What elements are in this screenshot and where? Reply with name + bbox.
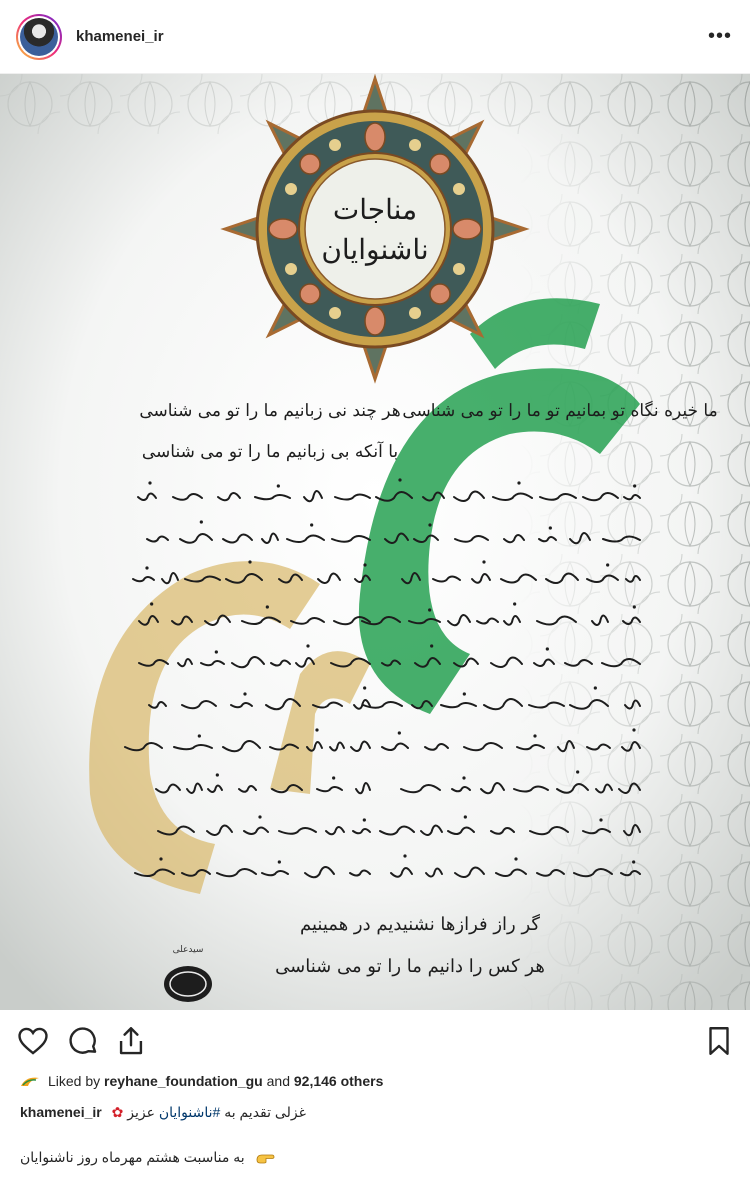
handwriting-dot	[514, 857, 517, 860]
caption-line-2-text: به مناسبت هشتم مهرماه روز ناشنوایان	[20, 1149, 245, 1165]
handwriting-dot	[428, 523, 431, 526]
handwriting-dot	[599, 818, 602, 821]
verse-1: ما خیره نگاه تو بمانیم تو ما را تو می شناسی	[402, 401, 718, 421]
closing-line-1: گر راز فرازها نشنیدیم در همینیم	[300, 914, 540, 935]
likes-middle: and	[266, 1073, 290, 1089]
handwriting-dot	[464, 815, 467, 818]
likes-count[interactable]: 92,146 others	[293, 1073, 384, 1089]
handwriting-dot	[266, 605, 269, 608]
handwriting-dot	[403, 854, 406, 857]
more-options-icon[interactable]: •••	[707, 25, 732, 47]
action-bar	[0, 1018, 750, 1066]
profile-avatar[interactable]	[16, 14, 62, 60]
handwriting-dot	[462, 776, 465, 779]
heart-icon[interactable]	[16, 1024, 50, 1058]
title-line-2: ناشنوایان	[321, 233, 429, 266]
handwriting-dot	[594, 686, 597, 689]
handwriting-dot	[258, 815, 261, 818]
poem-artwork	[0, 74, 750, 1010]
handwriting-dot	[332, 776, 335, 779]
handwriting-dot	[159, 857, 162, 860]
handwriting-dot	[632, 860, 635, 863]
handwriting-dot	[278, 860, 281, 863]
handwriting-dot	[306, 644, 309, 647]
title-line-1: مناجات	[332, 193, 418, 226]
caption-hashtag[interactable]: #ناشنوایان	[158, 1104, 221, 1120]
handwriting-dot	[606, 563, 609, 566]
comment-icon[interactable]	[66, 1024, 100, 1058]
avatar-inner	[18, 16, 60, 58]
handwriting-dot	[315, 728, 318, 731]
handwriting-dot	[363, 818, 366, 821]
caption-text-before: غزلی تقدیم به	[224, 1104, 306, 1120]
handwriting-dot	[398, 731, 401, 734]
handwriting-dot	[277, 484, 280, 487]
header-username[interactable]: khamenei_ir	[76, 28, 164, 45]
caption-username[interactable]: khamenei_ir	[20, 1104, 102, 1120]
handwriting-dot	[243, 692, 246, 695]
post-image[interactable]	[0, 74, 750, 1010]
handwriting-dot	[482, 560, 485, 563]
handwriting-dot	[517, 481, 520, 484]
handwriting-dot	[576, 770, 579, 773]
caption-text	[112, 1104, 306, 1120]
liker-avatar-icon[interactable]	[20, 1074, 40, 1088]
handwriting-dot	[463, 692, 466, 695]
bookmark-icon[interactable]	[702, 1024, 736, 1058]
handwriting-dot	[248, 560, 251, 563]
caption-text-after: عزیز	[127, 1104, 155, 1120]
likes-prefix: Liked by	[48, 1073, 101, 1089]
handwriting-dot	[549, 526, 552, 529]
handwriting-dot	[363, 686, 366, 689]
handwriting-dot	[546, 647, 549, 650]
handwriting-dot	[150, 602, 153, 605]
post-header	[0, 0, 750, 74]
avatar-image	[20, 18, 58, 56]
verse-2: هر چند نی زبانیم ما را تو می شناسی	[139, 401, 401, 421]
closing-line-2: هر کس را دانیم ما را تو می شناسی	[275, 956, 545, 977]
handwriting-dot	[632, 728, 635, 731]
handwriting-dot	[398, 478, 401, 481]
handwriting-dot	[310, 523, 313, 526]
handwriting-dot	[216, 773, 219, 776]
stamp-signature: سیدعلی	[172, 945, 204, 955]
handwriting-dot	[215, 650, 218, 653]
handwriting-dot	[428, 608, 431, 611]
share-icon[interactable]	[114, 1024, 148, 1058]
handwriting-dot	[533, 734, 536, 737]
handwriting-dot	[198, 734, 201, 737]
handwriting-dot	[363, 563, 366, 566]
pointing-hand-icon	[255, 1150, 275, 1164]
caption	[20, 1104, 306, 1121]
handwriting-dot	[513, 602, 516, 605]
handwriting-dot	[430, 644, 433, 647]
rose-icon: ✿	[111, 1104, 124, 1120]
handwriting-dot	[200, 520, 203, 523]
likes-line	[20, 1071, 383, 1091]
ornament-star	[225, 79, 525, 379]
handwriting-dot	[148, 481, 151, 484]
handwriting-dot	[633, 605, 636, 608]
handwriting-dot	[145, 566, 148, 569]
verse-3: با آنکه بی زبانیم ما را تو می شناسی	[141, 442, 399, 462]
handwriting-dot	[633, 484, 636, 487]
caption-line-2	[20, 1149, 275, 1166]
liker-username[interactable]: reyhane_foundation_gu	[104, 1073, 263, 1089]
